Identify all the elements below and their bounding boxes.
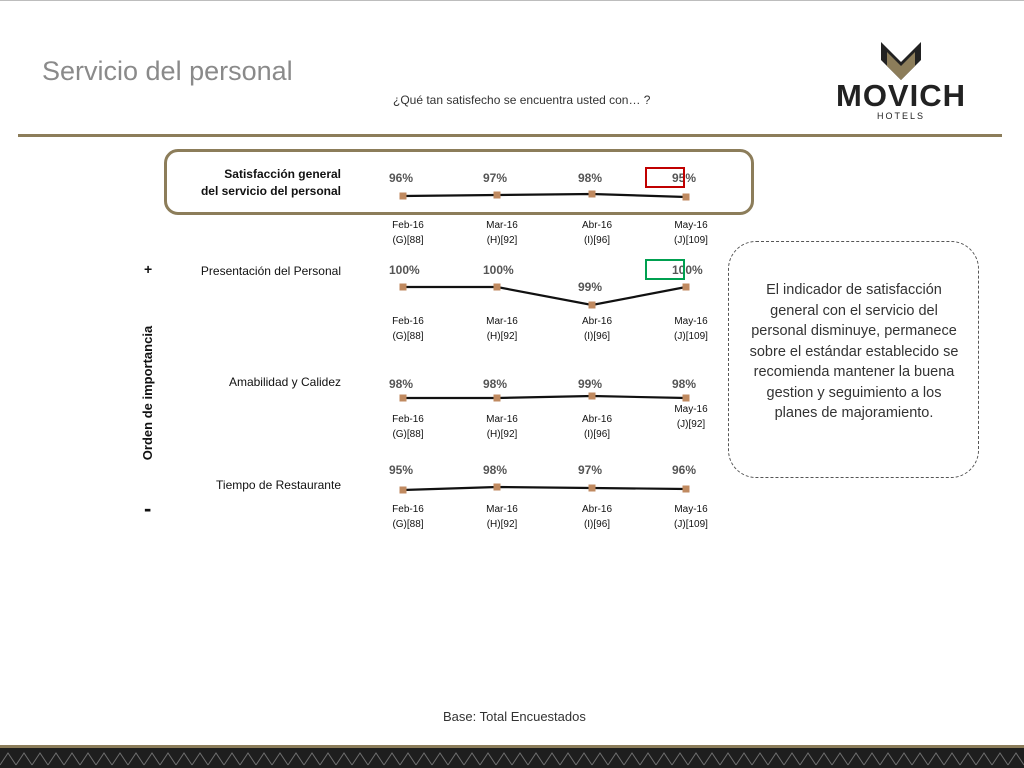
series-line-3 xyxy=(403,487,686,490)
data-label-1-2: 99% xyxy=(578,280,603,294)
base-label-2-0: (G)[88] xyxy=(392,429,424,440)
data-point-3-1 xyxy=(494,484,501,491)
row-label-friendliness: Amabilidad y Calidez xyxy=(228,375,341,389)
base-label-0-3: (J)[109] xyxy=(674,235,708,246)
data-point-1-2 xyxy=(589,302,596,309)
data-label-2-0: 98% xyxy=(389,377,414,391)
base-label-1-1: (H)[92] xyxy=(486,331,518,342)
row-label-restaurant-time: Tiempo de Restaurante xyxy=(216,478,341,492)
base-label-0-1: (H)[92] xyxy=(486,235,518,246)
data-label-1-3: 100% xyxy=(672,263,703,277)
data-point-2-3 xyxy=(683,395,690,402)
category-label-0-3: May-16 xyxy=(674,220,708,231)
category-label-0-0: Feb-16 xyxy=(392,220,424,231)
category-label-0-2: Abr-16 xyxy=(581,220,613,231)
base-label-3-1: (H)[92] xyxy=(486,519,518,530)
base-label-1-3: (J)[109] xyxy=(674,331,708,342)
row-label-presentation: Presentación del Personal xyxy=(200,264,341,278)
data-label-3-2: 97% xyxy=(578,463,603,477)
survey-question: ¿Qué tan satisfecho se encuentra usted con… ? xyxy=(393,93,651,107)
base-label-0-0: (G)[88] xyxy=(392,235,424,246)
category-label-1-1: Mar-16 xyxy=(486,316,518,327)
base-label-2-1: (H)[92] xyxy=(486,429,518,440)
series-line-0 xyxy=(403,194,686,197)
category-label-1-3: May-16 xyxy=(674,316,708,327)
base-label-1-2: (I)[96] xyxy=(583,331,611,342)
data-label-2-1: 98% xyxy=(483,377,508,391)
category-label-1-2: Abr-16 xyxy=(581,316,613,327)
category-label-3-1: Mar-16 xyxy=(486,504,518,515)
data-point-2-0 xyxy=(400,395,407,402)
data-label-2-2: 99% xyxy=(578,377,603,391)
series-line-2 xyxy=(403,396,686,398)
importance-plus: + xyxy=(144,261,153,277)
data-point-1-1 xyxy=(494,284,501,291)
data-point-2-2 xyxy=(589,393,596,400)
data-point-0-1 xyxy=(494,192,501,199)
data-point-1-0 xyxy=(400,284,407,291)
category-label-1-0: Feb-16 xyxy=(392,316,424,327)
data-label-3-3: 96% xyxy=(672,463,697,477)
base-label-2-2: (I)[96] xyxy=(583,429,611,440)
data-label-2-3: 98% xyxy=(672,377,697,391)
category-label-3-2: Abr-16 xyxy=(581,504,613,515)
data-point-3-2 xyxy=(589,485,596,492)
category-label-2-1: Mar-16 xyxy=(486,414,518,425)
data-point-0-2 xyxy=(589,191,596,198)
data-label-1-1: 100% xyxy=(483,263,514,277)
category-label-3-0: Feb-16 xyxy=(392,504,424,515)
data-point-1-3 xyxy=(683,284,690,291)
data-label-3-1: 98% xyxy=(483,463,508,477)
importance-minus: - xyxy=(144,496,152,521)
category-label-2-3: May-16 xyxy=(674,404,708,415)
data-label-3-0: 95% xyxy=(389,463,414,477)
base-note: Base: Total Encuestados xyxy=(443,709,586,724)
row-label-overall-line2: del servicio del personal xyxy=(200,184,341,198)
logo-brand: MOVICH xyxy=(836,78,966,113)
data-point-0-3 xyxy=(683,194,690,201)
logo-subtitle: HOTELS xyxy=(876,111,926,121)
data-label-0-1: 97% xyxy=(483,171,508,185)
decorative-footer-band xyxy=(0,745,1024,768)
data-label-1-0: 100% xyxy=(389,263,420,277)
base-label-3-3: (J)[109] xyxy=(674,519,708,530)
base-label-2-3: (J)[92] xyxy=(676,419,706,430)
category-label-0-1: Mar-16 xyxy=(486,220,518,231)
page-title: Servicio del personal xyxy=(42,56,293,86)
series-line-1 xyxy=(403,287,686,305)
category-label-3-3: May-16 xyxy=(674,504,708,515)
category-label-2-0: Feb-16 xyxy=(392,414,424,425)
row-label-overall-line1: Satisfacción general xyxy=(224,167,341,181)
data-label-0-3: 95% xyxy=(672,171,697,185)
base-label-3-0: (G)[88] xyxy=(392,519,424,530)
data-point-3-0 xyxy=(400,487,407,494)
data-label-0-2: 98% xyxy=(578,171,603,185)
data-point-3-3 xyxy=(683,486,690,493)
base-label-0-2: (I)[96] xyxy=(583,235,611,246)
data-point-2-1 xyxy=(494,395,501,402)
importance-axis-label: Orden de importancia xyxy=(140,325,155,461)
base-label-1-0: (G)[88] xyxy=(392,331,424,342)
data-point-0-0 xyxy=(400,193,407,200)
category-label-2-2: Abr-16 xyxy=(581,414,613,425)
base-label-3-2: (I)[96] xyxy=(583,519,611,530)
data-label-0-0: 96% xyxy=(389,171,414,185)
insight-callout-text: El indicador de satisfacción general con el servicio del personal disminuye, permanece sobre el estándar establecido se recomienda mantener la buena gestion y seguimiento a los planes de majoramiento. xyxy=(749,282,959,421)
